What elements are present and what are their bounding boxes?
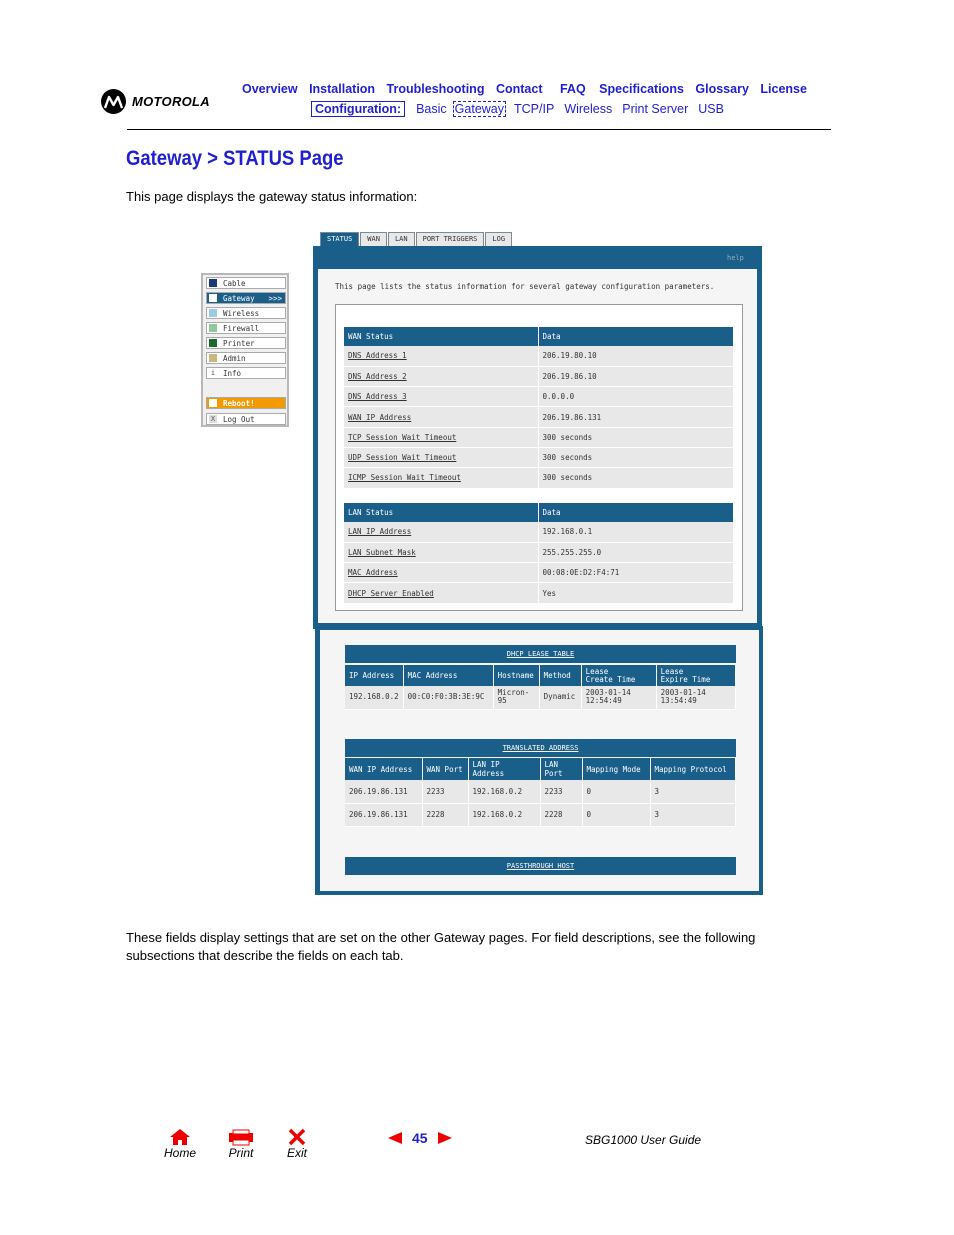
dhcp-mac-cell: 00:C0:F0:3B:3E:9C	[403, 686, 493, 709]
motorola-batwing-icon	[101, 89, 126, 114]
nav-tcpip[interactable]: TCP/IP	[514, 102, 555, 116]
table-row	[344, 346, 734, 366]
table-row	[344, 522, 734, 542]
table-row	[344, 407, 734, 427]
nav-print-server[interactable]: Print Server	[622, 102, 689, 116]
dhcp-expire-cell: 2003-01-14 13:54:49	[656, 686, 735, 709]
dhcp-hostname-cell: Micron-95	[493, 686, 539, 709]
admin-icon	[209, 354, 217, 362]
sidebar-item-reboot[interactable]: Reboot!	[206, 397, 286, 409]
udp-timeout-value: 300 seconds	[538, 447, 734, 467]
tab-wan[interactable]: WAN	[360, 232, 387, 246]
trans-cell: 0	[582, 780, 650, 803]
firewall-icon	[209, 324, 217, 332]
home-icon	[169, 1128, 191, 1146]
exit-button[interactable]: Exit	[287, 1128, 307, 1160]
translated-address-table	[345, 758, 736, 827]
exit-x-icon	[287, 1128, 307, 1146]
dhcp-create-header: Lease Create Time	[581, 665, 656, 686]
nav-specifications[interactable]: Specifications	[599, 82, 684, 96]
reboot-icon	[209, 399, 217, 407]
nav-contact[interactable]: Contact	[495, 82, 543, 96]
page-title: Gateway > STATUS Page	[126, 147, 344, 170]
dns-address-2-link[interactable]: DNS Address 2	[344, 366, 538, 386]
nav-glossary[interactable]: Glossary	[695, 82, 749, 96]
dns-address-1-link[interactable]: DNS Address 1	[344, 346, 538, 366]
table-row	[345, 803, 736, 826]
table-row	[344, 366, 734, 386]
trans-wan-port-header: WAN Port	[422, 758, 468, 780]
tcp-timeout-value: 300 seconds	[538, 427, 734, 447]
sidebar-item-cable[interactable]: Cable	[206, 277, 286, 289]
dhcp-ip-header: IP Address	[345, 665, 403, 686]
trans-cell: 3	[650, 803, 736, 826]
wan-status-table	[344, 327, 734, 489]
wan-ip-address-link[interactable]: WAN IP Address	[344, 407, 538, 427]
udp-timeout-link[interactable]: UDP Session Wait Timeout	[344, 447, 538, 467]
lan-subnet-mask-link[interactable]: LAN Subnet Mask	[344, 542, 538, 562]
dns-address-3-value: 0.0.0.0	[538, 387, 734, 407]
lan-subnet-mask-value: 255.255.255.0	[538, 542, 734, 562]
tab-port-triggers[interactable]: PORT TRIGGERS	[416, 232, 485, 246]
brand-name: MOTOROLA	[132, 94, 210, 109]
trans-cell: 2228	[540, 803, 582, 826]
dhcp-mac-header: MAC Address	[403, 665, 493, 686]
sidebar-item-printer[interactable]: Printer	[206, 337, 286, 349]
printer-icon	[209, 339, 217, 347]
page-number: 45	[412, 1130, 428, 1146]
motorola-logo	[101, 89, 210, 114]
table-row	[344, 563, 734, 583]
trans-cell: 3	[650, 780, 736, 803]
nav-basic[interactable]: Basic	[416, 102, 447, 116]
dhcp-hostname-header: Hostname	[493, 665, 539, 686]
trans-cell: 192.168.0.2	[468, 780, 540, 803]
trans-mode-header: Mapping Mode	[582, 758, 650, 780]
configuration-label[interactable]: Configuration:	[311, 101, 405, 117]
cable-icon	[209, 279, 217, 287]
info-icon: i	[210, 369, 216, 377]
sidebar-item-info[interactable]: i Info	[206, 367, 286, 379]
trans-cell: 2233	[540, 780, 582, 803]
icmp-timeout-link[interactable]: ICMP Session Wait Timeout	[344, 468, 538, 488]
previous-page-icon[interactable]	[388, 1132, 402, 1144]
dhcp-ip-cell: 192.168.0.2	[345, 686, 403, 709]
outro-text: These fields display settings that are set on the other Gateway pages. For field descriptions, see the following subsections that describe the fields on each tab.	[126, 930, 756, 963]
table-row	[345, 780, 736, 803]
dns-address-3-link[interactable]: DNS Address 3	[344, 387, 538, 407]
trans-lan-ip-header: LAN IP Address	[468, 758, 540, 780]
nav-overview[interactable]: Overview	[242, 82, 298, 96]
table-row	[344, 447, 734, 467]
logout-x-icon: X	[210, 415, 216, 423]
lan-status-table	[344, 503, 734, 604]
trans-cell: 206.19.86.131	[345, 780, 422, 803]
trans-cell: 0	[582, 803, 650, 826]
tcp-timeout-link[interactable]: TCP Session Wait Timeout	[344, 427, 538, 447]
table-row	[344, 583, 734, 603]
table-row	[345, 686, 736, 709]
icmp-timeout-value: 300 seconds	[538, 468, 734, 488]
wan-ip-address-value: 206.19.86.131	[538, 407, 734, 427]
help-link[interactable]: help	[727, 254, 744, 262]
status-description: This page lists the status information for several gateway configuration parameters.	[335, 282, 715, 291]
trans-cell: 2228	[422, 803, 468, 826]
tab-log[interactable]: LOG	[485, 232, 512, 246]
lan-ip-address-link[interactable]: LAN IP Address	[344, 522, 538, 542]
table-row	[344, 387, 734, 407]
trans-cell: 206.19.86.131	[345, 803, 422, 826]
translated-address-title[interactable]: TRANSLATED ADDRESS	[345, 739, 736, 757]
next-page-icon[interactable]	[438, 1132, 452, 1144]
sub-nav	[311, 101, 728, 117]
wan-status-header: WAN Status	[344, 327, 538, 346]
sidebar-item-wireless[interactable]: Wireless	[206, 307, 286, 319]
mac-address-link[interactable]: MAC Address	[344, 563, 538, 583]
dhcp-create-cell: 2003-01-14 12:54:49	[581, 686, 656, 709]
nav-gateway[interactable]: Gateway	[454, 102, 505, 116]
mac-address-value: 00:08:0E:D2:F4:71	[538, 563, 734, 583]
printer-icon	[227, 1128, 255, 1146]
trans-cell: 2233	[422, 780, 468, 803]
table-row	[344, 542, 734, 562]
intro-text: This page displays the gateway status information:	[126, 189, 418, 204]
pager	[388, 1130, 452, 1146]
selected-arrow-icon: >>>	[268, 293, 282, 303]
sidebar-item-admin[interactable]: Admin	[206, 352, 286, 364]
nav-installation[interactable]: Installation	[309, 82, 376, 96]
tab-lan[interactable]: LAN	[388, 232, 415, 246]
nav-troubleshooting[interactable]: Troubleshooting	[386, 82, 485, 96]
dhcp-lease-table-title[interactable]: DHCP LEASE TABLE	[345, 645, 736, 663]
trans-protocol-header: Mapping Protocol	[650, 758, 736, 780]
guide-title: SBG1000 User Guide	[585, 1133, 702, 1147]
nav-wireless[interactable]: Wireless	[564, 102, 613, 116]
home-button[interactable]: Home	[164, 1128, 196, 1160]
dns-address-2-value: 206.19.86.10	[538, 366, 734, 386]
sidebar-item-gateway[interactable]: Gateway >>>	[206, 292, 286, 304]
table-row	[344, 427, 734, 447]
dns-address-1-value: 206.19.80.10	[538, 346, 734, 366]
trans-cell: 192.168.0.2	[468, 803, 540, 826]
nav-license[interactable]: License	[760, 82, 807, 96]
lan-ip-address-value: 192.168.0.1	[538, 522, 734, 542]
wireless-icon	[209, 309, 217, 317]
sidebar-item-firewall[interactable]: Firewall	[206, 322, 286, 334]
dhcp-expire-header: Lease Expire Time	[656, 665, 735, 686]
nav-usb[interactable]: USB	[698, 102, 724, 116]
sidebar-item-logout[interactable]: X Log Out	[206, 413, 286, 425]
passthrough-host-title[interactable]: PASSTHROUGH HOST	[345, 857, 736, 875]
trans-wan-ip-header: WAN IP Address	[345, 758, 422, 780]
lan-status-header: LAN Status	[344, 503, 538, 522]
wan-data-header: Data	[538, 327, 734, 346]
print-button[interactable]: Print	[227, 1128, 255, 1160]
config-sidebar	[201, 273, 289, 427]
lan-data-header: Data	[538, 503, 734, 522]
dhcp-server-enabled-value: Yes	[538, 583, 734, 603]
header-divider	[127, 129, 831, 130]
dhcp-server-enabled-link[interactable]: DHCP Server Enabled	[344, 583, 538, 603]
gateway-icon	[209, 294, 217, 302]
dhcp-lease-table	[345, 665, 736, 710]
dhcp-method-cell: Dynamic	[539, 686, 581, 709]
top-nav	[242, 82, 815, 96]
dhcp-method-header: Method	[539, 665, 581, 686]
trans-lan-port-header: LAN Port	[540, 758, 582, 780]
nav-faq[interactable]: FAQ	[559, 82, 586, 96]
table-row	[344, 468, 734, 488]
gateway-tabs	[320, 232, 513, 246]
tab-status[interactable]: STATUS	[320, 232, 359, 246]
